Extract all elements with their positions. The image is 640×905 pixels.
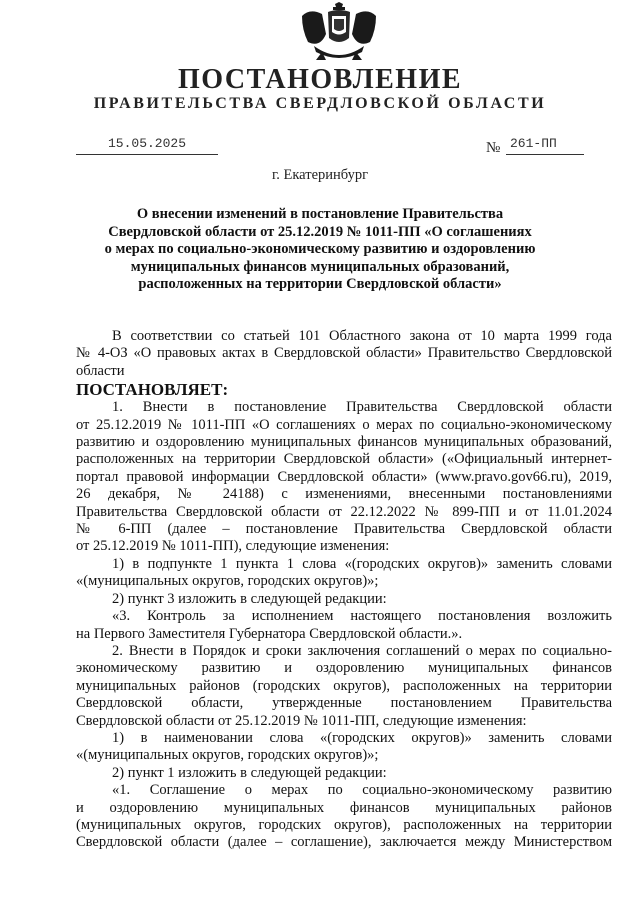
item2-1-line: 1) в наименовании слова «(городских округов)» заменить словами xyxy=(112,729,612,746)
item2-2-quote-line: (муниципальных округов, городских округов), расположенных на территории xyxy=(76,816,612,833)
document-issuer: ПРАВИТЕЛЬСТВА СВЕРДЛОВСКОЙ ОБЛАСТИ xyxy=(93,95,547,112)
title-line: расположенных на территории Свердловской области» xyxy=(138,276,502,293)
document-type: ПОСТАНОВЛЕНИЕ xyxy=(177,64,463,95)
title-line: О внесении изменений в постановление Правительства xyxy=(136,206,504,222)
item1-line: Правительства Свердловской области от 22.12.2022 № 899-ПП и от 11.01.2024 xyxy=(76,503,612,520)
item1-line: от 25.12.2019 № 1011-ПП «О соглашениях о мерах по социально-экономическому xyxy=(76,416,612,433)
item1-line: портал правовой информации Свердловской области» (www.pravo.gov66.ru), 2019, xyxy=(76,468,612,485)
item1-line: от 25.12.2019 № 1011-ПП), следующие изменения: xyxy=(76,538,390,555)
item2-2-line: 2) пункт 1 изложить в следующей редакции: xyxy=(112,764,387,781)
item1-line: 26 декабря, № 24188) с изменениями, внесенными постановлениями xyxy=(76,486,612,503)
item1-2-quote-line: «3. Контроль за исполнением настоящего постановления возложить xyxy=(112,608,612,625)
number-sign: № xyxy=(486,140,501,156)
title-line: о мерах по социально-экономическому развитию и оздоровлению xyxy=(104,241,536,258)
resolves-heading: ПОСТАНОВЛЯЕТ: xyxy=(76,380,229,400)
item1-2-quote-line: на Первого Заместителя Губернатора Свердловской области.». xyxy=(76,625,463,642)
document-number: 261-ПП xyxy=(506,136,584,155)
document-city: г. Екатеринбург xyxy=(271,167,369,183)
preamble-line: В соответствии со статьей 101 Областного закона от 10 марта 1999 года xyxy=(112,328,612,344)
item2-2-quote-line: и оздоровлению муниципальных финансов муниципальных районов xyxy=(76,799,612,816)
preamble-line: области xyxy=(76,362,125,379)
item1-1-line: «(муниципальных округов, городских округов)»; xyxy=(76,573,379,590)
item1-line: развитию и оздоровлению муниципальных финансов муниципальных образований, xyxy=(76,434,612,451)
item1-line: № 6-ПП (далее – постановление Правительства Свердловской области xyxy=(76,521,612,538)
item2-line: Свердловской области, утвержденные постановлением Правительства xyxy=(76,695,612,712)
item2-2-quote-line: «1. Соглашение о мерах по социально-экономическому развитию xyxy=(112,782,612,799)
item2-line: 2. Внести в Порядок и сроки заключения соглашений о мерах по социально- xyxy=(112,642,612,659)
item1-line: расположенных на территории Свердловской области» («Официальный интернет- xyxy=(76,451,612,468)
item2-line: Свердловской области от 25.12.2019 № 1011-ПП, следующие изменения: xyxy=(76,712,527,729)
item1-1-line: 1) в подпункте 1 пункта 1 слова «(городских округов)» заменить словами xyxy=(112,555,612,572)
preamble-line: № 4-ОЗ «О правовых актах в Свердловской области» Правительство Свердловской xyxy=(76,345,612,362)
item2-line: экономическому развитию и оздоровлению муниципальных финансов xyxy=(76,660,612,677)
document-body xyxy=(76,328,612,852)
item1-line: 1. Внести в постановление Правительства Свердловской области xyxy=(112,399,612,416)
item2-1-line: «(муниципальных округов, городских округов)»; xyxy=(76,747,379,764)
item1-2-line: 2) пункт 3 изложить в следующей редакции: xyxy=(112,590,387,607)
item2-2-quote-line: Свердловской области (далее – соглашение), заключается между Министерством xyxy=(76,834,612,851)
coat-of-arms-emblem xyxy=(300,2,378,62)
title-line: муниципальных финансов муниципальных образований, xyxy=(130,258,510,275)
document-date: 15.05.2025 xyxy=(76,136,218,155)
document-title xyxy=(100,206,540,294)
title-line: Свердловской области от 25.12.2019 № 1011-ПП «О соглашениях xyxy=(108,223,532,240)
item2-line: муниципальных районов (городских округов), расположенных на территории xyxy=(76,677,612,694)
